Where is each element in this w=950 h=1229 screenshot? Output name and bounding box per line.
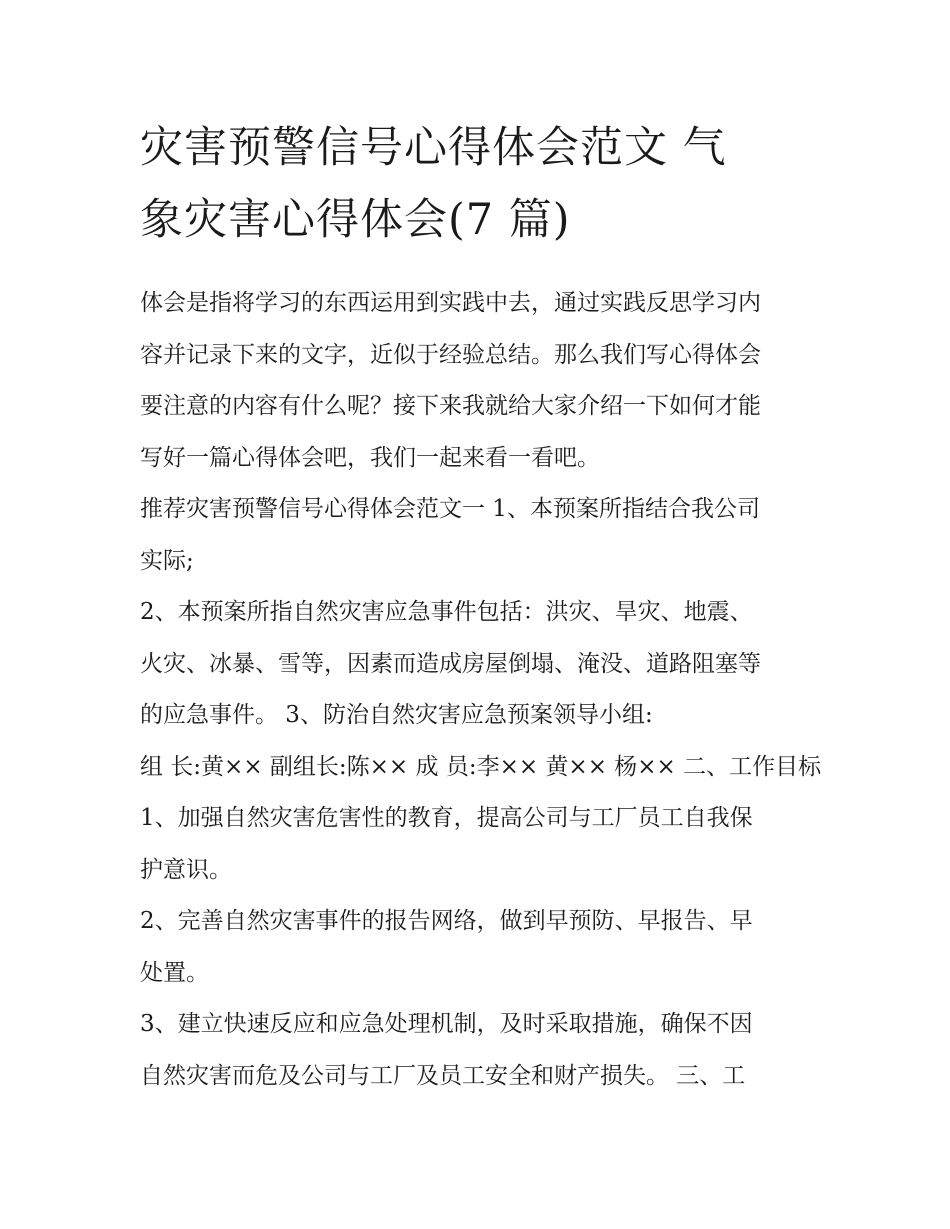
- text-line: 体会是指将学习的东西运用到实践中去，通过实践反思学习内: [140, 290, 761, 316]
- document-title: [140, 112, 820, 256]
- text-line: 3、建立快速反应和应急处理机制，及时采取措施，确保不因: [140, 1011, 753, 1037]
- title-line: 灾害预警信号心得体会范文 气: [140, 123, 727, 173]
- text-line: 写好一篇心得体会吧，我们一起来看一看吧。: [140, 444, 600, 471]
- text-line: 处置。: [140, 959, 209, 986]
- text-line: 实际;: [140, 547, 194, 574]
- recommendation-paragraph: [140, 484, 820, 587]
- text-line: 要注意的内容有什么呢？接下来我就给大家介绍一下如何才能: [140, 393, 761, 419]
- text-line: 护意识。: [140, 856, 232, 883]
- document-body: [140, 278, 820, 1102]
- team-paragraph: [140, 742, 820, 794]
- title-line: 象灾害心得体会(7 篇): [140, 195, 571, 245]
- text-line: 组 长:黄×× 副组长:陈×× 成 员:李×× 黄×× 杨×× 二、工作目标: [140, 753, 822, 780]
- text-line: 容并记录下来的文字，近似于经验总结。那么我们写心得体会: [140, 341, 761, 368]
- text-line: 推荐灾害预警信号心得体会范文一 1、本预案所指结合我公司: [140, 496, 760, 522]
- intro-paragraph: [140, 278, 820, 484]
- text-line: 火灾、冰暴、雪等，因素而造成房屋倒塌、淹没、道路阻塞等: [140, 650, 761, 677]
- goal-paragraph-1: [140, 793, 820, 896]
- text-line: 1、加强自然灾害危害性的教育，提高公司与工厂员工自我保: [140, 805, 753, 831]
- text-line: 的应急事件。 3、防治自然灾害应急预案领导小组:: [140, 702, 653, 728]
- text-line: 2、本预案所指自然灾害应急事件包括：洪灾、旱灾、地震、: [140, 599, 753, 625]
- goal-paragraph-2: [140, 896, 820, 999]
- goal-paragraph-3: [140, 999, 820, 1102]
- text-line: 自然灾害而危及公司与工厂及员工安全和财产损失。 三、工: [140, 1062, 746, 1089]
- scope-paragraph: [140, 587, 820, 742]
- text-line: 2、完善自然灾害事件的报告网络，做到早预防、早报告、早: [140, 908, 753, 934]
